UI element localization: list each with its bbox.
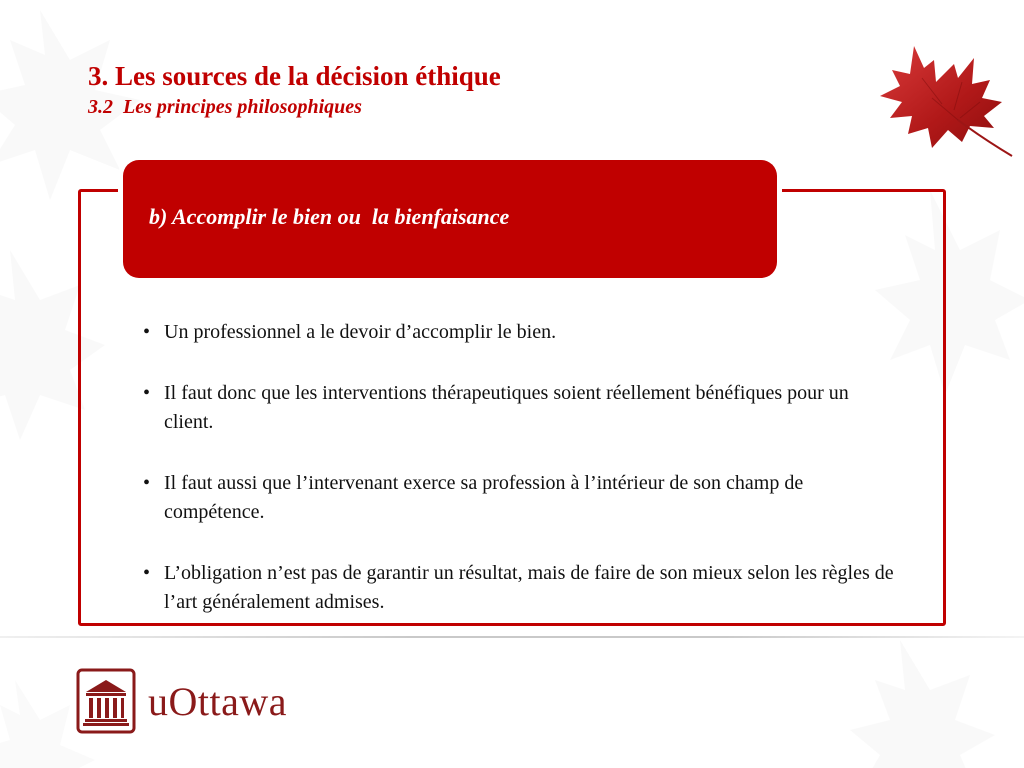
bullet-text: L’obligation n’est pas de garantir un résultat, mais de faire de son mieux selon les règles de l’art généralement admises. [164, 562, 894, 613]
list-item [140, 318, 900, 347]
list-item [140, 559, 900, 617]
bullet-icon: • [143, 472, 151, 494]
bullet-list [140, 318, 900, 649]
section-heading: b) Accomplir le bien ou la bienfaisance [149, 204, 510, 229]
section-heading-box [123, 160, 777, 278]
title-block [88, 62, 501, 119]
university-building-icon [76, 668, 136, 734]
maple-leaf-icon [862, 38, 1024, 168]
list-item [140, 379, 900, 437]
slide-subtitle: 3.2 Les principes philosophiques [88, 95, 362, 118]
list-item [140, 469, 900, 527]
uottawa-logo [76, 668, 287, 734]
bullet-text: Un professionnel a le devoir d’accomplir le bien. [164, 321, 557, 343]
bullet-text: Il faut aussi que l’intervenant exerce sa profession à l’intérieur de son champ de compétence. [164, 472, 804, 523]
bullet-icon: • [143, 382, 151, 404]
footer-divider [0, 636, 1024, 638]
logo-text: uOttawa [148, 678, 288, 724]
bullet-text: Il faut donc que les interventions thérapeutiques soient réellement bénéfiques pour un client. [164, 382, 849, 433]
slide-title: 3. Les sources de la décision éthique [88, 61, 501, 91]
bullet-icon: • [143, 562, 151, 584]
bullet-icon: • [143, 321, 151, 343]
